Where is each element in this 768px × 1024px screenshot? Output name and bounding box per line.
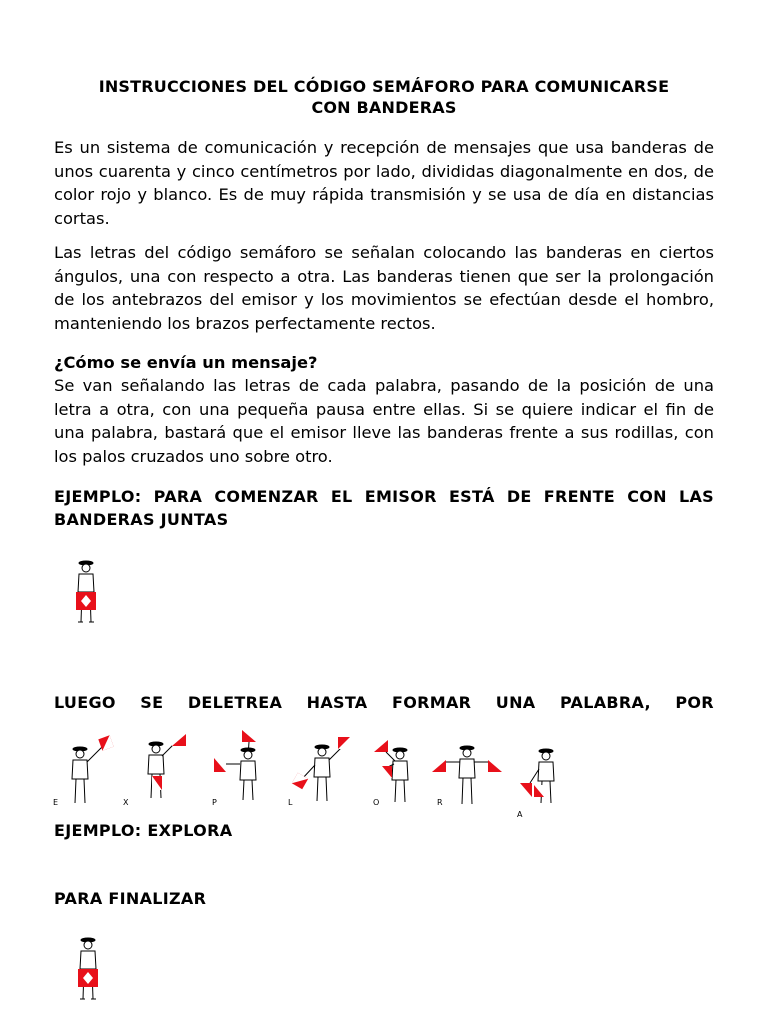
luego-line [54, 692, 714, 714]
luego-word: SE [140, 693, 164, 712]
luego-word: HASTA [306, 693, 368, 712]
semaphore-letter-o-figure [372, 738, 432, 806]
document-title [54, 76, 714, 118]
luego-word: PALABRA, [559, 693, 651, 712]
letter-label-e: E [53, 798, 59, 807]
semaphore-start-figure [64, 558, 108, 628]
title-line-1: INSTRUCCIONES DEL CÓDIGO SEMÁFORO PARA COMUNICARSE [98, 77, 670, 96]
semaphore-letter-a-figure [516, 745, 566, 807]
letter-label-a: A [517, 810, 523, 819]
letter-label-r: R [437, 798, 443, 807]
semaphore-letter-e-figure [62, 735, 122, 807]
semaphore-letter-x-figure [138, 728, 198, 803]
luego-word: POR [675, 693, 714, 712]
luego-word: UNA [495, 693, 536, 712]
semaphore-finish-figure [66, 935, 110, 1005]
luego-word: LUEGO [54, 693, 116, 712]
letter-label-o: O [373, 798, 380, 807]
example-word-text: EJEMPLO: EXPLORA [54, 821, 233, 840]
luego-word: DELETREA [187, 693, 283, 712]
finish-heading: PARA FINALIZAR [54, 889, 207, 908]
letter-label-p: P [212, 798, 217, 807]
paragraph-intro: Es un sistema de comunicación y recepción de mensajes que usa banderas de unos cuarenta y cinco centímetros por lado, divididas diagonalmente en dos, de color rojo y blanco. Es de muy rápida transmisión y se usa de día en distancias cortas. [54, 138, 714, 228]
example-start-text: EJEMPLO: PARA COMENZAR EL EMISOR ESTÁ DE FRENTE CON LAS BANDERAS JUNTAS [54, 487, 714, 529]
luego-word: FORMAR [392, 693, 472, 712]
section-heading-how-to-send: ¿Cómo se envía un mensaje? [54, 353, 318, 372]
paragraph-angles: Las letras del código semáforo se señalan colocando las banderas en ciertos ángulos, una con respecto a otra. Las banderas tienen que ser la prolongación de los antebrazos del emisor y los movimientos se efectúan desde el hombro, manteniendo los brazos perfectamente rectos. [54, 243, 714, 333]
title-line-2: CON BANDERAS [311, 98, 457, 117]
semaphore-letter-l-figure [290, 735, 354, 805]
letter-label-l: L [288, 798, 293, 807]
letter-label-x: X [123, 798, 129, 807]
semaphore-letter-p-figure [212, 728, 272, 803]
paragraph-how-to-send: Se van señalando las letras de cada palabra, pasando de la posición de una letra a otra, con una pequeña pausa entre ellas. Si se quiere indicar el fin de una palabra, bastará que el emisor lleve las banderas frente a sus rodillas, con los palos cruzados uno sobre otro. [54, 376, 714, 466]
